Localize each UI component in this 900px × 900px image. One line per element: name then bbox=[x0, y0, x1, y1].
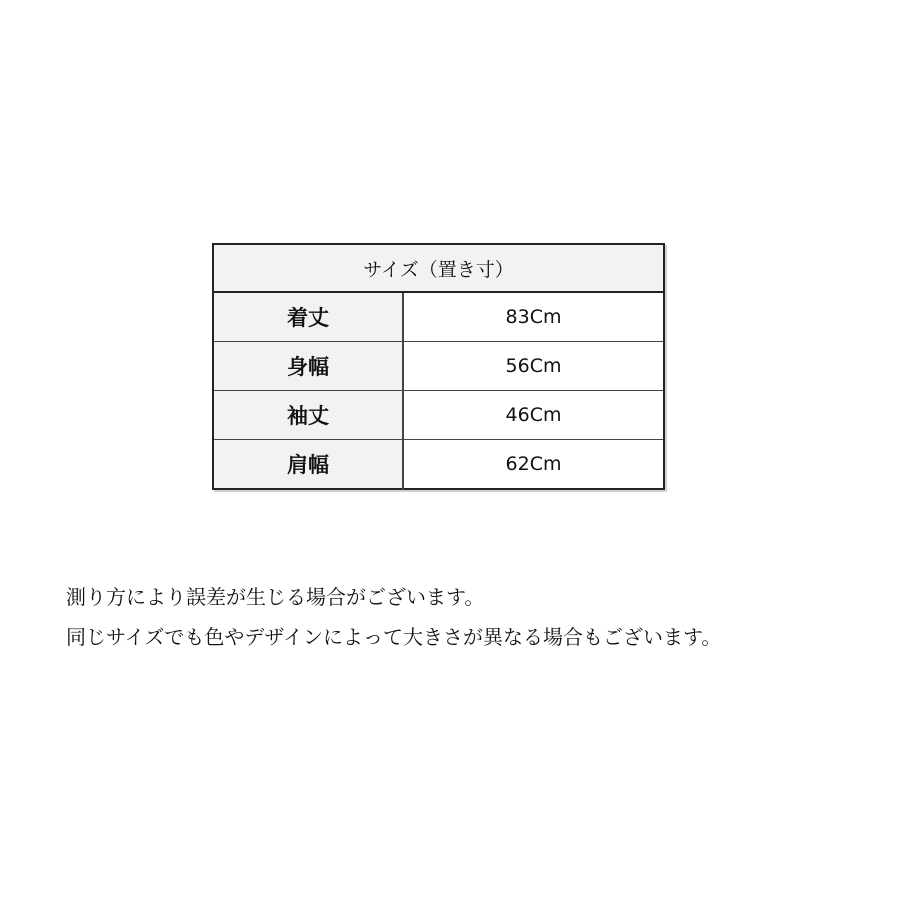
row-value-shoulder: 62Cm bbox=[403, 440, 664, 490]
table-row bbox=[213, 342, 664, 391]
note-measurement-error: 測り方により誤差が生じる場合がございます。 bbox=[66, 585, 485, 609]
table-header: サイズ（置き寸） bbox=[213, 244, 664, 292]
table-row bbox=[213, 292, 664, 342]
size-table bbox=[212, 243, 665, 490]
row-label-width: 身幅 bbox=[213, 342, 403, 391]
note-size-variation: 同じサイズでも色やデザインによって大きさが異なる場合もございます。 bbox=[66, 625, 722, 649]
row-label-sleeve: 袖丈 bbox=[213, 391, 403, 440]
row-value-sleeve: 46Cm bbox=[403, 391, 664, 440]
table-header-row bbox=[213, 244, 664, 292]
row-label-shoulder: 肩幅 bbox=[213, 440, 403, 490]
table-row bbox=[213, 440, 664, 490]
row-value-length: 83Cm bbox=[403, 292, 664, 342]
notes bbox=[66, 584, 886, 664]
table-row bbox=[213, 391, 664, 440]
row-value-width: 56Cm bbox=[403, 342, 664, 391]
row-label-length: 着丈 bbox=[213, 292, 403, 342]
